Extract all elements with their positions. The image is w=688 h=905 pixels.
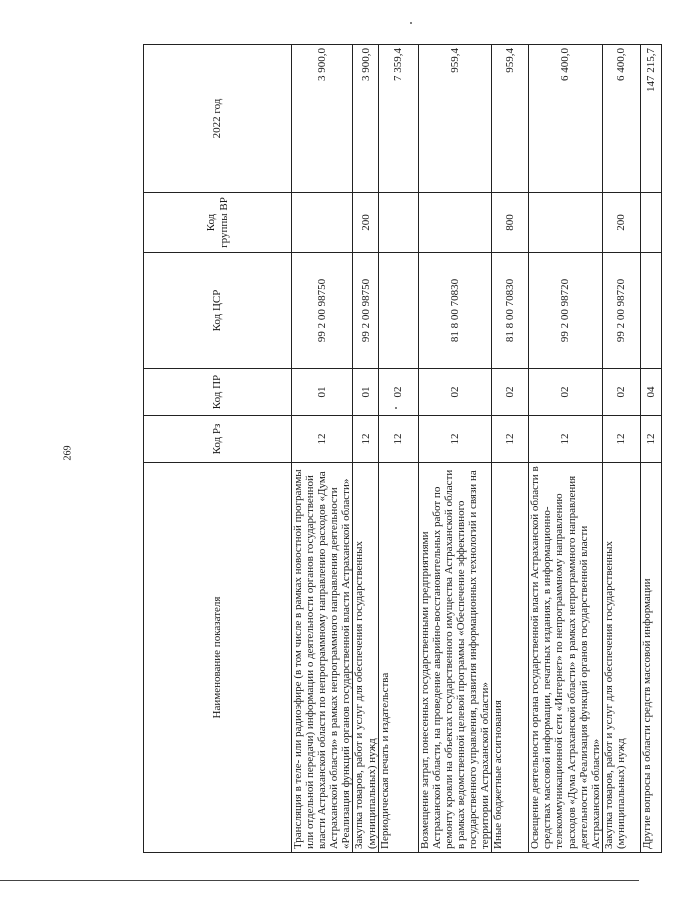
row-value-cell: 3 900,0 bbox=[353, 45, 378, 193]
table-row bbox=[418, 45, 492, 853]
row-vr-cell: 800 bbox=[492, 193, 529, 253]
header-vr: Код группы ВР bbox=[144, 193, 292, 253]
row-name-cell: Освещение деятельности органа государственной власти Астраханской области в средствах массовой информации, печатных изданиях, в информационно-телекоммуникационной сети «Интернет» по непрограммному направлению расходов «Дума Астраханской области» в рамках непрограммного направления деятельности «Реализация функций органов государственной власти Астраханской области» bbox=[529, 463, 603, 853]
row-vr-cell bbox=[292, 193, 353, 253]
row-csr-cell: 99 2 00 98750 bbox=[353, 253, 378, 369]
row-rz-cell: 12 bbox=[292, 416, 353, 463]
row-pr-cell: 01 bbox=[292, 369, 353, 416]
row-name-cell: Периодическая печать и издательства bbox=[378, 463, 418, 853]
row-value-cell: 959,4 bbox=[418, 45, 492, 193]
row-value-cell: 6 400,0 bbox=[602, 45, 640, 193]
row-pr-cell: 02 bbox=[529, 369, 603, 416]
row-vr-cell: 200 bbox=[353, 193, 378, 253]
table-row bbox=[640, 45, 661, 853]
scan-speck bbox=[410, 22, 412, 24]
header-csr: Код ЦСР bbox=[144, 253, 292, 369]
row-csr-cell: 99 2 00 98720 bbox=[602, 253, 640, 369]
row-rz-cell: 12 bbox=[418, 416, 492, 463]
table-row bbox=[353, 45, 378, 853]
row-vr-cell: 200 bbox=[602, 193, 640, 253]
bottom-rule bbox=[0, 880, 639, 881]
row-csr-cell: 81 8 00 70830 bbox=[492, 253, 529, 369]
row-pr-cell: 02 bbox=[418, 369, 492, 416]
row-pr-cell: 02 bbox=[492, 369, 529, 416]
row-value-cell: 6 400,0 bbox=[529, 45, 603, 193]
table-header-row bbox=[144, 45, 292, 853]
row-vr-cell bbox=[378, 193, 418, 253]
row-value-cell: 7 359,4 bbox=[378, 45, 418, 193]
table-row bbox=[378, 45, 418, 853]
row-value-cell: 147 215,7 bbox=[640, 45, 661, 193]
header-year: 2022 год bbox=[144, 45, 292, 193]
row-rz-cell: 12 bbox=[378, 416, 418, 463]
row-csr-cell: 99 2 00 98720 bbox=[529, 253, 603, 369]
header-name: Наименование показателя bbox=[144, 463, 292, 853]
row-vr-cell bbox=[640, 193, 661, 253]
row-value-cell: 959,4 bbox=[492, 45, 529, 193]
row-name-cell: Закупка товаров, работ и услуг для обеспечения государственных (муниципальных) нужд bbox=[602, 463, 640, 853]
row-csr-cell bbox=[640, 253, 661, 369]
budget-table bbox=[143, 44, 688, 853]
row-vr-cell bbox=[418, 193, 492, 253]
table-row bbox=[492, 45, 529, 853]
row-csr-cell bbox=[378, 253, 418, 369]
row-csr-cell: 81 8 00 70830 bbox=[418, 253, 492, 369]
row-pr-cell: 04 bbox=[640, 369, 661, 416]
rotated-table-frame bbox=[143, 45, 657, 853]
row-pr-cell: 01 bbox=[353, 369, 378, 416]
row-rz-cell: 12 bbox=[492, 416, 529, 463]
row-rz-cell: 12 bbox=[640, 416, 661, 463]
row-pr-cell: 02 bbox=[378, 369, 418, 416]
row-rz-cell: 12 bbox=[602, 416, 640, 463]
header-rz: Код Рз bbox=[144, 416, 292, 463]
row-name-cell: Другие вопросы в области средств массовой информации bbox=[640, 463, 661, 853]
row-rz-cell: 12 bbox=[353, 416, 378, 463]
table-row bbox=[292, 45, 353, 853]
row-csr-cell: 99 2 00 98750 bbox=[292, 253, 353, 369]
page-number: 269 bbox=[62, 445, 74, 461]
row-name-cell: Иные бюджетные ассигнования bbox=[492, 463, 529, 853]
row-rz-cell: 12 bbox=[529, 416, 603, 463]
table-row bbox=[529, 45, 603, 853]
row-name-cell: Трансляция в теле- или радиоэфире (в том числе в рамках новостной программы или отдельной передачи) информации о деятельности органов государственной власти Астраханской области по непрограммному направлению расходов «Дума Астраханской области» в рамках непрограммного направления деятельности «Реализация функций органов государственной власти Астраханской области» bbox=[292, 463, 353, 853]
header-pr: Код ПР bbox=[144, 369, 292, 416]
row-value-cell: 3 900,0 bbox=[292, 45, 353, 193]
table-row bbox=[602, 45, 640, 853]
row-name-cell: Возмещение затрат, понесенных государственными предприятиями Астраханской области, на проведение аварийно-восстановительных работ по ремонту кровли на объектах государственного имущества Астраханской области в рамках ведомственной целевой программы «Обеспечение эффективного государственного управления, развития информационных технологий и связи на территории Астраханской области» bbox=[418, 463, 492, 853]
row-name-cell: Закупка товаров, работ и услуг для обеспечения государственных (муниципальных) нужд bbox=[353, 463, 378, 853]
row-pr-cell: 02 bbox=[602, 369, 640, 416]
row-vr-cell bbox=[529, 193, 603, 253]
